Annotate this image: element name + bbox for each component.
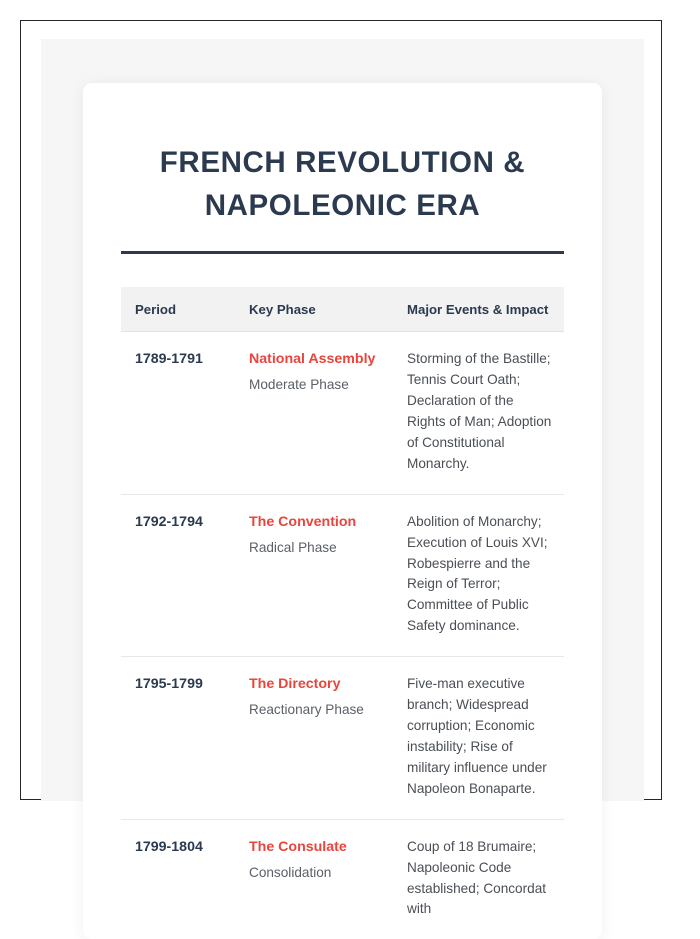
cell-period: 1795-1799: [121, 657, 235, 820]
cell-period: 1799-1804: [135, 838, 203, 855]
title-divider: [121, 251, 564, 254]
page-title: FRENCH REVOLUTION & NAPOLEONIC ERA: [159, 146, 526, 223]
phase-subtitle: Consolidation: [249, 865, 332, 881]
table-body: [121, 332, 564, 939]
cell-key-phase: [235, 332, 393, 495]
phases-table: [121, 287, 564, 939]
cell-key-phase: [235, 819, 393, 939]
browser-viewport-frame: [20, 20, 662, 917]
phase-name: The Directory: [249, 676, 341, 693]
phase-name: National Assembly: [249, 351, 376, 368]
table-row: [121, 332, 564, 495]
cell-period: 1789-1791: [121, 332, 235, 495]
cell-major-events: Abolition of Monarchy; Execution of Louis XVI; Robespierre and the Reign of Terror; Committee of Public Safety dominance.: [393, 494, 564, 657]
phase-subtitle: Moderate Phase: [249, 377, 349, 393]
cell-key-phase: [235, 657, 393, 820]
column-header-major-events: Major Events & Impact: [393, 287, 564, 332]
table-header: [121, 287, 564, 332]
phase-subtitle: Radical Phase: [249, 539, 337, 555]
table-row: [121, 494, 564, 657]
table-header-row: [121, 287, 564, 332]
phase-subtitle: Reactionary Phase: [249, 702, 364, 718]
table-row: [121, 657, 564, 820]
table-row: [121, 819, 564, 939]
cell-major-events: Five-man executive branch; Widespread corruption; Economic instability; Rise of military influence under Napoleon Bonaparte.: [393, 657, 564, 820]
content-card: [83, 83, 602, 939]
page-background: [41, 39, 644, 917]
cell-period: 1792-1794: [121, 494, 235, 657]
column-header-key-phase: Key Phase: [235, 287, 393, 332]
cell-major-events: Storming of the Bastille; Tennis Court Oath; Declaration of the Rights of Man; Adoption of Constitutional Monarchy.: [393, 332, 564, 495]
cell-key-phase: [235, 494, 393, 657]
phase-name: The Consulate: [249, 838, 347, 855]
cell-major-events: Coup of 18 Brumaire; Napoleonic Code established; Concordat with: [407, 838, 547, 917]
column-header-period: Period: [121, 287, 235, 332]
phase-name: The Convention: [249, 513, 357, 530]
